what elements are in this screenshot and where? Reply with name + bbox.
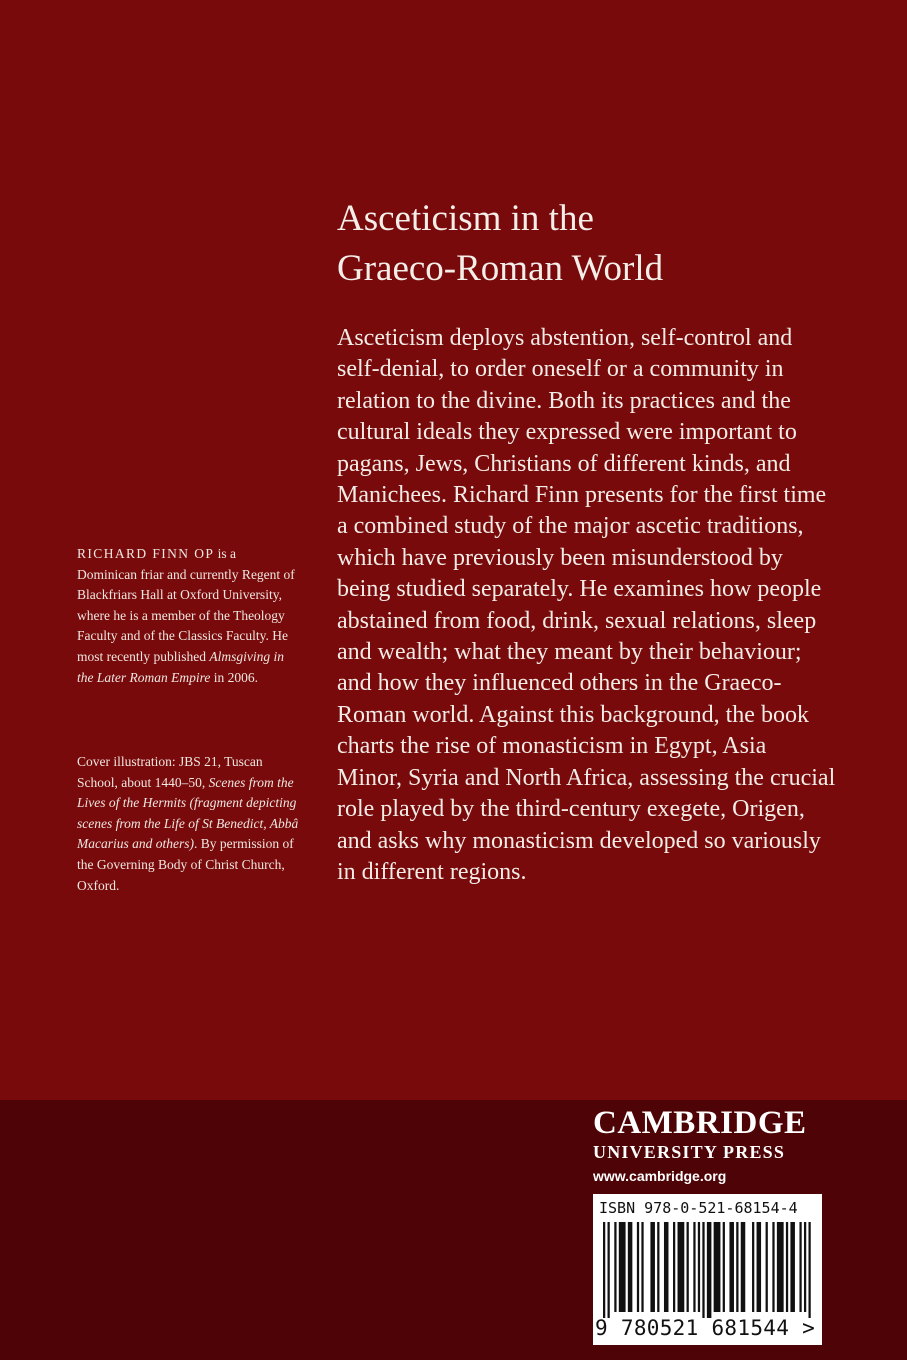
barcode-bar	[714, 1222, 721, 1312]
barcode-bars-icon	[603, 1222, 813, 1318]
barcode-bar	[619, 1222, 626, 1312]
barcode-bar	[657, 1222, 659, 1312]
barcode-bar	[698, 1222, 700, 1312]
barcode-bar	[628, 1222, 633, 1312]
barcode-bar	[641, 1222, 643, 1312]
barcode-bar	[673, 1222, 675, 1312]
book-title-line-1: Asceticism in the	[337, 198, 594, 239]
barcode-bar	[752, 1222, 754, 1312]
barcode-bar	[741, 1222, 746, 1312]
credit-text: Cover illustration: JBS 21, Tuscan School, about 1440–50,	[77, 754, 263, 790]
barcode-bar	[772, 1222, 774, 1312]
barcode-bar	[777, 1222, 784, 1312]
cover-illustration-credit	[77, 752, 299, 896]
barcode-bar	[757, 1222, 762, 1312]
barcode-bar	[799, 1222, 801, 1312]
author-bio-end: in 2006.	[210, 669, 258, 685]
barcode-bar	[786, 1222, 788, 1312]
barcode-digits: 9 780521 681544 >	[595, 1316, 816, 1340]
publisher-name: CAMBRIDGE	[593, 1105, 807, 1141]
author-name: RICHARD FINN OP	[77, 546, 215, 561]
book-title-line-2: Graeco-Roman World	[337, 248, 664, 289]
barcode-bar	[702, 1222, 704, 1318]
barcode-bar	[678, 1222, 685, 1312]
book-title	[337, 194, 857, 294]
book-description: Asceticism deploys abstention, self-control and self-denial, to order oneself or a community in relation to the divine. Both its practices and the cultural ideals they expressed were important to pagans, Jews, Christians of different kinds, and Manichees. Richard Finn presents for the first time a combined study of the major ascetic traditions, which have previously been misunderstood by being studied separately. He examines how people abstained from food, drink, sexual relations, sleep and wealth; what they meant by their behaviour; and how they influenced others in the Graeco-Roman world. Against this background, the book charts the rise of monasticism in Egypt, Asia Minor, Syria and North Africa, assessing the crucial role played by the third-century exegete, Origen, and asks why monasticism developed so variously in different regions.	[337, 325, 836, 885]
barcode-bar	[707, 1222, 712, 1318]
barcode-bar	[804, 1222, 806, 1312]
isbn-label: ISBN 978-0-521-68154-4	[599, 1199, 798, 1217]
barcode-bar	[603, 1222, 605, 1318]
barcode-bar	[637, 1222, 639, 1312]
author-previous-book: Almsgiving in the Later Roman Empire	[77, 648, 284, 685]
author-bio-text: is a Dominican friar and currently Regent of Blackfriars Hall at Oxford University, where he is a member of the Theology Faculty and of the Classics Faculty. He most recently published	[77, 546, 295, 664]
publisher-subname: UNIVERSITY PRESS	[593, 1142, 786, 1162]
barcode-bar	[729, 1222, 734, 1312]
barcode-bar	[650, 1222, 655, 1312]
barcode-bar	[614, 1222, 616, 1312]
barcode-bar	[790, 1222, 795, 1312]
barcode-bar	[808, 1222, 810, 1318]
barcode-bar	[664, 1222, 669, 1312]
credit-permission: . By permission of the Governing Body of Christ Church, Oxford.	[77, 836, 294, 893]
barcode-bar	[608, 1222, 610, 1318]
isbn-barcode	[593, 1194, 822, 1345]
barcode-bar	[687, 1222, 689, 1312]
publisher-url: www.cambridge.org	[593, 1168, 727, 1184]
author-bio	[77, 544, 299, 688]
barcode-bar	[693, 1222, 695, 1312]
barcode-bar	[736, 1222, 738, 1312]
barcode-bar	[723, 1222, 725, 1312]
barcode-bar	[766, 1222, 768, 1312]
credit-artwork-title: Scenes from the Lives of the Hermits (fragment depicting scenes from the Life of St Benedict, Abbâ Macarius and others)	[77, 774, 299, 852]
